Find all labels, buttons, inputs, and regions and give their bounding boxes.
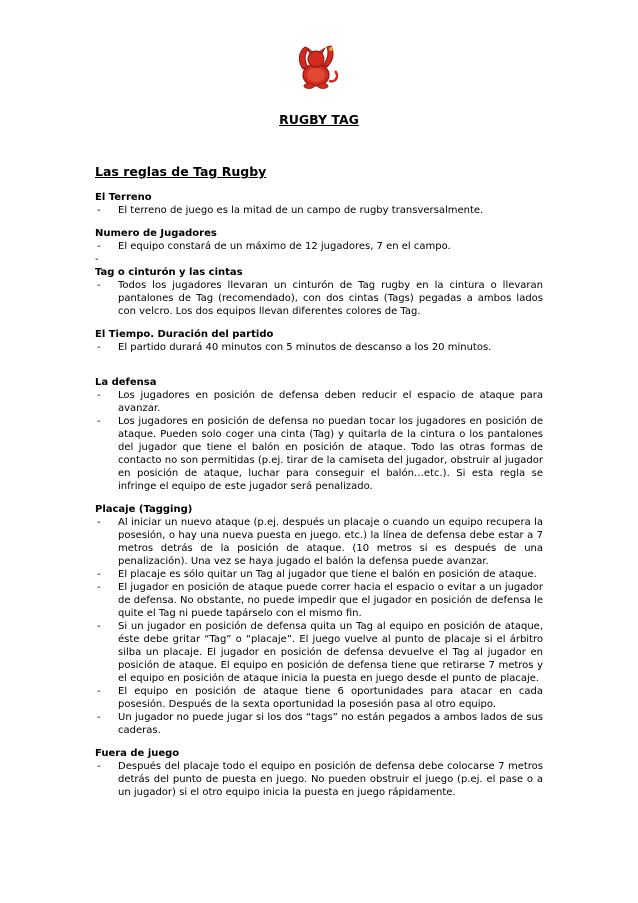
section-terreno (95, 191, 543, 217)
rules-subtitle: Las reglas de Tag Rugby (95, 164, 267, 179)
list-item (95, 620, 543, 685)
item-text: El partido durará 40 minutos con 5 minutos de descanso a los 20 minutos. (118, 342, 492, 353)
section-placaje (95, 503, 543, 737)
section-fuera-de-juego (95, 747, 543, 799)
list-item (95, 516, 543, 568)
item-text: Después del placaje todo el equipo en posición de defensa debe colocarse 7 metros detrás del punto de puesta en juego. No pueden obstruir el juego (p.ej. el pase o a un jugador) si el otro equipo inicia la puesta en juego rápidamente. (118, 761, 543, 798)
list-item (95, 253, 543, 266)
bullet-dash: - (97, 205, 101, 216)
bullet-dash: - (97, 416, 101, 427)
item-text: El terreno de juego es la mitad de un campo de rugby transversalmente. (118, 205, 484, 216)
list-item (95, 204, 543, 217)
list-item (95, 341, 543, 354)
item-text: El jugador en posición de ataque puede correr hacia el espacio o evitar a un jugador de defensa. No obstante, no puede impedir que el jugador en posición de defensa le quite el Tag ni puede tapárselo con el mismo fin. (118, 582, 543, 619)
list-item (95, 760, 543, 799)
list-item (95, 568, 543, 581)
list-item (95, 685, 543, 711)
section-heading: Numero de Jugadores (95, 228, 217, 239)
bullet-dash: - (97, 280, 101, 291)
bullet-dash: - (97, 569, 101, 580)
bullet-dash: - (97, 241, 101, 252)
bullet-dash: - (95, 254, 99, 265)
list-item (95, 581, 543, 620)
section-heading: El Tiempo. Duración del partido (95, 329, 274, 340)
section-heading: El Terreno (95, 192, 152, 203)
section-defensa (95, 376, 543, 493)
list-item (95, 711, 543, 737)
bullet-dash: - (97, 390, 101, 401)
section-tiempo (95, 328, 543, 354)
section-jugadores (95, 227, 543, 266)
item-text: Los jugadores en posición de defensa deben reducir el espacio de ataque para avanzar. (118, 390, 543, 414)
rules-content (95, 191, 543, 799)
bullet-dash: - (97, 517, 101, 528)
item-text: El placaje es sólo quitar un Tag al jugador que tiene el balón en posición de ataque. (118, 569, 537, 580)
list-item (95, 240, 543, 253)
item-text: Si un jugador en posición de defensa quita un Tag al equipo en posición de ataque, éste debe gritar “Tag” o “placaje”. El juego vuelve al punto de placaje si el árbitro silba un placaje. El jugador en posición de defensa devuelve el Tag al jugador en posición de ataque. El equipo en posición de defensa tiene que retirarse 7 metros y el equipo en posición de ataque inicia la puesta en juego desde el punto de placaje. (118, 621, 543, 684)
item-text: Los jugadores en posición de defensa no puedan tocar los jugadores en posición de ataque. Pueden solo coger una cinta (Tag) y quitarla de la cintura o los pantalones del jugador que tiene el balón en posición de ataque. Todo las otras formas de contacto no son permitidas (p.ej. tirar de la camiseta del jugador, obstruir al jugador en posición de ataque, luchar para conseguir el balón…etc.). Si esta regla se infringe el equipo de este jugador será penalizado. (118, 416, 543, 492)
bullet-dash: - (97, 761, 101, 772)
list-item (95, 415, 543, 493)
bullet-dash: - (97, 342, 101, 353)
section-heading: Tag o cinturón y las cintas (95, 267, 243, 278)
bullet-dash: - (97, 712, 101, 723)
document-title: RUGBY TAG (279, 112, 359, 127)
bullet-dash: - (97, 621, 101, 632)
list-item (95, 279, 543, 318)
section-tag-cinturon (95, 266, 543, 318)
section-heading: Placaje (Tagging) (95, 504, 193, 515)
list-item (95, 389, 543, 415)
item-text: El equipo en posición de ataque tiene 6 oportunidades para atacar en cada posesión. Después de la sexta oportunidad la posesión pasa al otro equipo. (118, 686, 543, 710)
item-text: Todos los jugadores llevaran un cinturón de Tag rugby en la cintura o llevaran pantalones de Tag (recomendado), con dos cintas (Tags) pegadas a ambos lados con velcro. Los dos equipos llevan diferentes colores de Tag. (118, 280, 543, 317)
lion-logo-icon (291, 39, 343, 91)
item-text: Al iniciar un nuevo ataque (p.ej. después un placaje o cuando un equipo recupera la posesión, o hay una nueva puesta en juego. etc.) la línea de defensa debe estar a 7 metros detrás de la posición de ataque. (10 metros si es después de una penalización). Una vez se haya jugado el balón la defensa puede avanzar. (118, 517, 543, 567)
section-heading: La defensa (95, 377, 157, 388)
item-text: Un jugador no puede jugar si los dos “tags” no están pegados a ambos lados de sus caderas. (118, 712, 543, 736)
bullet-dash: - (97, 582, 101, 593)
bullet-dash: - (97, 686, 101, 697)
item-text: El equipo constará de un máximo de 12 jugadores, 7 en el campo. (118, 241, 451, 252)
section-heading: Fuera de juego (95, 748, 180, 759)
